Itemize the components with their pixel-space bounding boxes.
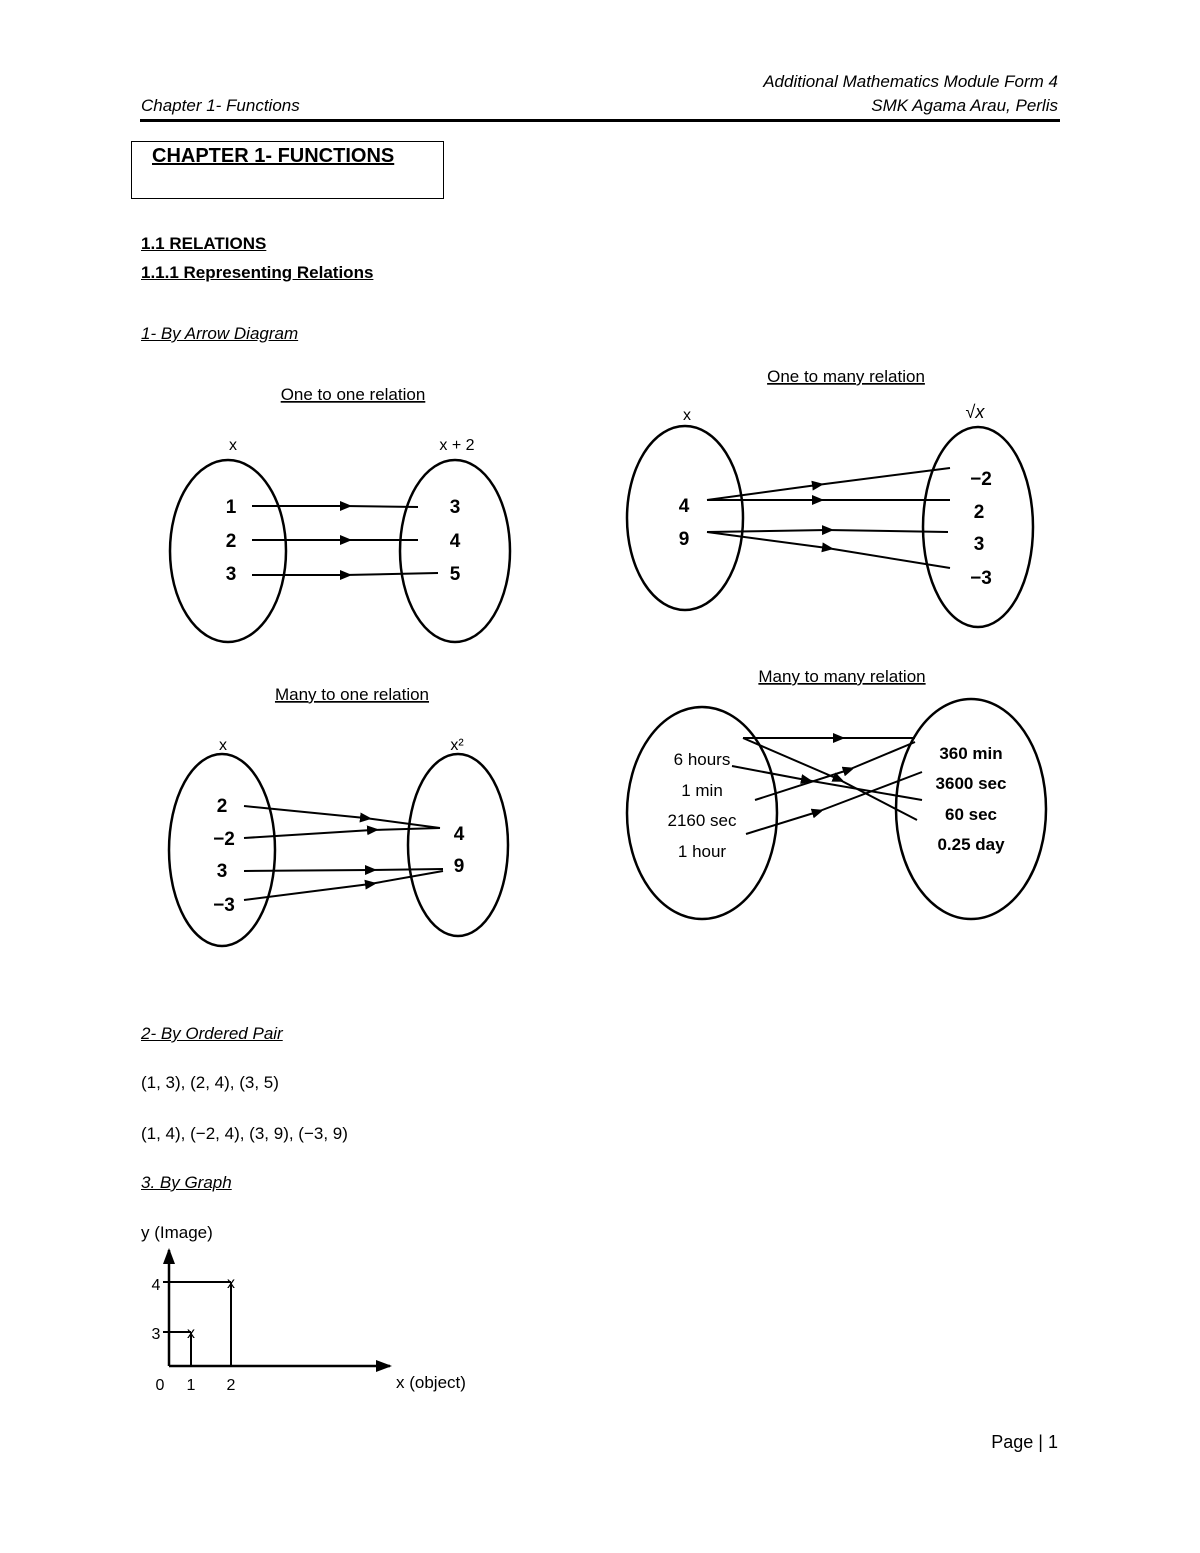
one-to-one-codomain-label: x + 2 xyxy=(439,437,475,454)
mapping-line xyxy=(345,506,418,507)
x-tick-label: 1 xyxy=(186,1377,196,1394)
codomain-value: 60 sec xyxy=(945,805,997,824)
header-chapter: Chapter 1- Functions xyxy=(141,96,300,115)
mapping-line xyxy=(827,530,948,532)
domain-value: 4 xyxy=(678,496,690,517)
mapping-line xyxy=(817,772,922,812)
many-to-one-codomain-label: x² xyxy=(450,737,464,754)
codomain-value: 360 min xyxy=(939,744,1003,763)
page-title: CHAPTER 1- FUNCTIONS xyxy=(152,145,395,167)
codomain-value: 0.25 day xyxy=(937,835,1005,854)
domain-value: 1 xyxy=(225,497,237,518)
mapping-arrow xyxy=(244,830,372,838)
mapping-line xyxy=(372,828,440,830)
graph-heading: 3. By Graph xyxy=(141,1173,232,1192)
one-to-many-domain-label: x xyxy=(683,407,691,424)
x-tick-label: 0 xyxy=(155,1377,165,1394)
ordered-pair-line: (1, 4), (−2, 4), (3, 9), (−3, 9) xyxy=(141,1124,348,1143)
x-tick-label: 2 xyxy=(226,1377,236,1394)
domain-ellipse xyxy=(169,754,275,946)
mapping-arrow xyxy=(707,532,827,548)
codomain-value: −3 xyxy=(970,568,992,589)
codomain-ellipse xyxy=(408,754,508,936)
mapping-arrow xyxy=(244,806,365,818)
codomain-value: 4 xyxy=(453,824,465,845)
one-to-many-diagram xyxy=(627,367,1033,627)
codomain-value: 3 xyxy=(449,497,461,518)
many-to-many-title: Many to many relation xyxy=(758,667,926,686)
domain-value: −3 xyxy=(213,895,235,916)
codomain-value: 2 xyxy=(973,502,985,523)
domain-value: 3 xyxy=(225,564,237,585)
mapping-line xyxy=(370,869,443,870)
mapping-line xyxy=(345,573,438,575)
mapping-line xyxy=(806,780,922,800)
domain-value: 3 xyxy=(216,861,228,882)
codomain-ellipse xyxy=(923,427,1033,627)
header-module-title: Additional Mathematics Module Form 4 xyxy=(763,72,1058,91)
mapping-line xyxy=(827,548,950,568)
ordered-pair-line: (1, 3), (2, 4), (3, 5) xyxy=(141,1073,279,1092)
mapping-arrow xyxy=(244,870,370,871)
codomain-value: 4 xyxy=(449,531,461,552)
graph-y-label: y (Image) xyxy=(141,1223,213,1242)
ordered-pair-heading: 2- By Ordered Pair xyxy=(141,1024,283,1043)
section-heading: 1.1 RELATIONS xyxy=(141,234,267,253)
y-tick-label: 4 xyxy=(151,1277,161,1294)
one-to-one-title: One to one relation xyxy=(280,385,426,404)
one-to-one-diagram xyxy=(170,385,510,642)
graph-point: x xyxy=(187,1325,195,1342)
y-tick-label: 3 xyxy=(151,1326,161,1343)
graph-point: x xyxy=(227,1275,235,1292)
mapping-arrow xyxy=(707,485,817,500)
domain-value: 6 hours xyxy=(673,750,731,769)
domain-value: 1 hour xyxy=(677,842,727,861)
many-to-one-diagram xyxy=(169,685,508,946)
domain-value: 2 xyxy=(225,531,237,552)
codomain-value: 9 xyxy=(453,856,465,877)
many-to-one-title: Many to one relation xyxy=(274,685,430,704)
mapping-arrow xyxy=(746,812,817,834)
codomain-value: 3600 sec xyxy=(935,774,1007,793)
mapping-line xyxy=(370,871,443,884)
codomain-value: 3 xyxy=(973,534,985,555)
domain-value: 9 xyxy=(678,529,690,550)
subsection-heading: 1.1.1 Representing Relations xyxy=(141,263,374,282)
graph-x-label: x (object) xyxy=(396,1373,466,1392)
many-to-one-domain-label: x xyxy=(219,737,227,754)
one-to-many-codomain-label: √x xyxy=(965,402,985,422)
domain-value: 2160 sec xyxy=(667,811,737,830)
codomain-value: −2 xyxy=(970,469,992,490)
mapping-arrow xyxy=(707,530,827,532)
domain-value: −2 xyxy=(213,829,235,850)
domain-value: 1 min xyxy=(681,781,723,800)
page-number: Page | 1 xyxy=(991,1432,1058,1452)
relation-graph xyxy=(0,1240,1200,1410)
domain-ellipse xyxy=(627,426,743,610)
mapping-line xyxy=(365,818,440,828)
codomain-value: 5 xyxy=(449,564,461,585)
arrow-diagram-heading: 1- By Arrow Diagram xyxy=(141,324,299,343)
many-to-many-diagram xyxy=(627,667,1046,919)
one-to-many-title: One to many relation xyxy=(767,367,925,386)
domain-value: 2 xyxy=(216,796,228,817)
mapping-arrow xyxy=(244,884,370,900)
mapping-arrow xyxy=(743,738,838,779)
header-school: SMK Agama Arau, Perlis xyxy=(871,96,1058,115)
one-to-one-domain-label: x xyxy=(229,437,237,454)
